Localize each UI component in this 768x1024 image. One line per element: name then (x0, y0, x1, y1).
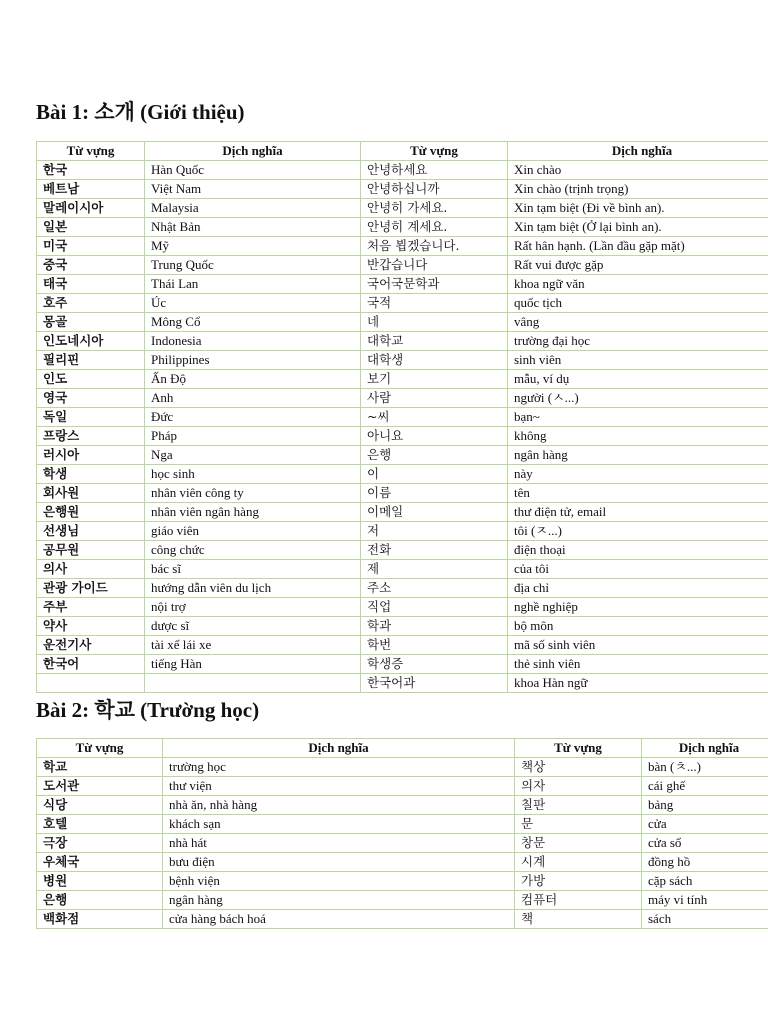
vocab-korean-cell: 대학생 (361, 351, 508, 370)
table-row (37, 465, 768, 484)
meaning-vietnamese-cell: bệnh viện (163, 872, 515, 891)
vocab-korean-cell: 국어국문학과 (361, 275, 508, 294)
meaning-vietnamese-cell: không (508, 427, 768, 446)
vocab-korean-cell: 제 (361, 560, 508, 579)
meaning-vietnamese-cell: Xin chào (trịnh trọng) (508, 180, 768, 199)
vocab-korean-cell: 주부 (37, 598, 145, 617)
table-row (37, 237, 768, 256)
vocab-korean-cell: 독일 (37, 408, 145, 427)
meaning-vietnamese-cell: bưu điện (163, 853, 515, 872)
vocab-korean-cell: 네 (361, 313, 508, 332)
vocab-korean-cell: 안녕히 가세요. (361, 199, 508, 218)
table-row (37, 617, 768, 636)
vocab-korean-cell: 시계 (515, 853, 642, 872)
vocab-korean-cell: 반갑습니다 (361, 256, 508, 275)
vocab-korean-cell: 필리핀 (37, 351, 145, 370)
table-row (37, 655, 768, 674)
meaning-vietnamese-cell: học sinh (145, 465, 361, 484)
meaning-vietnamese-cell: của tôi (508, 560, 768, 579)
meaning-vietnamese-cell: tài xế lái xe (145, 636, 361, 655)
table-row (37, 503, 768, 522)
vocab-korean-cell: 학생증 (361, 655, 508, 674)
column-header-vocab: Từ vựng (37, 142, 145, 161)
vocab-korean-cell: 직업 (361, 598, 508, 617)
meaning-vietnamese-cell: cửa hàng bách hoá (163, 910, 515, 929)
vocab-korean-cell: 대학교 (361, 332, 508, 351)
vocab-korean-cell: 창문 (515, 834, 642, 853)
meaning-vietnamese-cell: thư viện (163, 777, 515, 796)
table-row (37, 161, 768, 180)
column-header-meaning: Dịch nghĩa (642, 739, 768, 758)
meaning-vietnamese-cell: bàn (ㅊ...) (642, 758, 768, 777)
vocab-korean-cell: 학생 (37, 465, 145, 484)
table-row (37, 199, 768, 218)
meaning-vietnamese-cell: quốc tịch (508, 294, 768, 313)
vocab-korean-cell: 컴퓨터 (515, 891, 642, 910)
vocab-korean-cell: 은행원 (37, 503, 145, 522)
vocab-korean-cell: 러시아 (37, 446, 145, 465)
vocab-korean-cell: 몽골 (37, 313, 145, 332)
meaning-vietnamese-cell: nhà ăn, nhà hàng (163, 796, 515, 815)
table-row (37, 834, 768, 853)
table-header-row (37, 739, 768, 758)
meaning-vietnamese-cell: này (508, 465, 768, 484)
table-row (37, 294, 768, 313)
vocab-korean-cell: 공무원 (37, 541, 145, 560)
vocab-korean-cell: 안녕하세요 (361, 161, 508, 180)
meaning-vietnamese-cell: ngân hàng (163, 891, 515, 910)
meaning-vietnamese-cell: cái ghế (642, 777, 768, 796)
meaning-vietnamese-cell: khoa Hàn ngữ (508, 674, 768, 693)
meaning-vietnamese-cell: tôi (ㅈ...) (508, 522, 768, 541)
vocab-korean-cell: 미국 (37, 237, 145, 256)
table-row (37, 872, 768, 891)
vocab-korean-cell: 은행 (37, 891, 163, 910)
meaning-vietnamese-cell: nội trợ (145, 598, 361, 617)
table-row (37, 541, 768, 560)
meaning-vietnamese-cell: Xin tạm biệt (Ở lại bình an). (508, 218, 768, 237)
vocab-korean-cell: 운전기사 (37, 636, 145, 655)
meaning-vietnamese-cell: Trung Quốc (145, 256, 361, 275)
column-header-vocab: Từ vựng (37, 739, 163, 758)
meaning-vietnamese-cell: cặp sách (642, 872, 768, 891)
vocab-korean-cell: 처음 뵙겠습니다. (361, 237, 508, 256)
meaning-vietnamese-cell: trường đại học (508, 332, 768, 351)
table-row (37, 446, 768, 465)
meaning-vietnamese-cell: Mỹ (145, 237, 361, 256)
meaning-vietnamese-cell: đồng hồ (642, 853, 768, 872)
meaning-vietnamese-cell: nghề nghiệp (508, 598, 768, 617)
vocab-korean-cell: 안녕히 계세요. (361, 218, 508, 237)
column-header-meaning: Dịch nghĩa (163, 739, 515, 758)
table-row (37, 408, 768, 427)
vocab-korean-cell: 극장 (37, 834, 163, 853)
vocab-korean-cell: 국적 (361, 294, 508, 313)
meaning-vietnamese-cell: Mông Cổ (145, 313, 361, 332)
table-row (37, 256, 768, 275)
table-row (37, 275, 768, 294)
lesson-1-vocab-table (36, 141, 768, 693)
vocab-korean-cell: 일본 (37, 218, 145, 237)
meaning-vietnamese-cell: điện thoại (508, 541, 768, 560)
vocab-korean-cell: 도서관 (37, 777, 163, 796)
vocab-korean-cell: 사람 (361, 389, 508, 408)
vocab-korean-cell: 이름 (361, 484, 508, 503)
lesson-1-rows (37, 161, 768, 693)
meaning-vietnamese-cell: Thái Lan (145, 275, 361, 294)
vocab-korean-cell: 전화 (361, 541, 508, 560)
column-header-vocab: Từ vựng (361, 142, 508, 161)
vocab-korean-cell: 칠판 (515, 796, 642, 815)
meaning-vietnamese-cell: tên (508, 484, 768, 503)
table-row (37, 522, 768, 541)
meaning-vietnamese-cell: bạn~ (508, 408, 768, 427)
meaning-vietnamese-cell: nhân viên công ty (145, 484, 361, 503)
meaning-vietnamese-cell: Anh (145, 389, 361, 408)
vocab-korean-cell: 영국 (37, 389, 145, 408)
vocab-korean-cell: 의사 (37, 560, 145, 579)
vocab-korean-cell: 호주 (37, 294, 145, 313)
table-row (37, 218, 768, 237)
meaning-vietnamese-cell: khách sạn (163, 815, 515, 834)
table-row (37, 180, 768, 199)
vocab-korean-cell: 저 (361, 522, 508, 541)
meaning-vietnamese-cell: tiếng Hàn (145, 655, 361, 674)
vocab-korean-cell: 식당 (37, 796, 163, 815)
meaning-vietnamese-cell: trường học (163, 758, 515, 777)
vocab-korean-cell: 한국어과 (361, 674, 508, 693)
vocab-korean-cell: 회사원 (37, 484, 145, 503)
meaning-vietnamese-cell: máy vi tính (642, 891, 768, 910)
meaning-vietnamese-cell: vâng (508, 313, 768, 332)
meaning-vietnamese-cell: sinh viên (508, 351, 768, 370)
vocab-korean-cell: 한국어 (37, 655, 145, 674)
table-row (37, 313, 768, 332)
meaning-vietnamese-cell: cửa (642, 815, 768, 834)
lesson-2-title: Bài 2: 학교 (Trường học) (36, 698, 260, 722)
meaning-vietnamese-cell: bảng (642, 796, 768, 815)
table-row (37, 427, 768, 446)
table-row (37, 332, 768, 351)
meaning-vietnamese-cell: người (ㅅ...) (508, 389, 768, 408)
meaning-vietnamese-cell: Rất hân hạnh. (Lần đầu gặp mặt) (508, 237, 768, 256)
meaning-vietnamese-cell: Nga (145, 446, 361, 465)
vocab-korean-cell: 관광 가이드 (37, 579, 145, 598)
vocab-korean-cell: 안녕하십니까 (361, 180, 508, 199)
vocab-korean-cell: 인도 (37, 370, 145, 389)
table-row (37, 484, 768, 503)
vocab-korean-cell: 책상 (515, 758, 642, 777)
vocab-korean-cell: 약사 (37, 617, 145, 636)
vocab-korean-cell: 책 (515, 910, 642, 929)
vocab-korean-cell: 우체국 (37, 853, 163, 872)
meaning-vietnamese-cell: nhà hát (163, 834, 515, 853)
vocab-korean-cell: 말레이시아 (37, 199, 145, 218)
table-header-row (37, 142, 768, 161)
table-row (37, 370, 768, 389)
vocab-korean-cell: 백화점 (37, 910, 163, 929)
table-row (37, 891, 768, 910)
meaning-vietnamese-cell: Ấn Độ (145, 370, 361, 389)
lesson-2-rows (37, 758, 768, 929)
vocab-korean-cell: 아니요 (361, 427, 508, 446)
table-row (37, 579, 768, 598)
vocab-korean-cell: 의자 (515, 777, 642, 796)
column-header-meaning: Dịch nghĩa (145, 142, 361, 161)
meaning-vietnamese-cell: Đức (145, 408, 361, 427)
meaning-vietnamese-cell: Pháp (145, 427, 361, 446)
table-row (37, 796, 768, 815)
table-row (37, 389, 768, 408)
meaning-vietnamese-cell: Úc (145, 294, 361, 313)
meaning-vietnamese-cell: dược sĩ (145, 617, 361, 636)
vocab-korean-cell: 한국 (37, 161, 145, 180)
meaning-vietnamese-cell: công chức (145, 541, 361, 560)
meaning-vietnamese-cell: Xin chào (508, 161, 768, 180)
vocab-korean-cell: 호텔 (37, 815, 163, 834)
vocab-korean-cell: 프랑스 (37, 427, 145, 446)
meaning-vietnamese-cell: ngân hàng (508, 446, 768, 465)
vocab-korean-cell: 문 (515, 815, 642, 834)
meaning-vietnamese-cell: khoa ngữ văn (508, 275, 768, 294)
meaning-vietnamese-cell: mẫu, ví dụ (508, 370, 768, 389)
table-row (37, 910, 768, 929)
table-row (37, 598, 768, 617)
table-row (37, 351, 768, 370)
vocab-korean-cell: 학교 (37, 758, 163, 777)
vocab-korean-cell: 학과 (361, 617, 508, 636)
meaning-vietnamese-cell: bộ môn (508, 617, 768, 636)
column-header-meaning: Dịch nghĩa (508, 142, 768, 161)
vocab-korean-cell: 보기 (361, 370, 508, 389)
vocab-korean-cell: 이메일 (361, 503, 508, 522)
meaning-vietnamese-cell: Rất vui được gặp (508, 256, 768, 275)
meaning-vietnamese-cell: Philippines (145, 351, 361, 370)
vocab-korean-cell: 인도네시아 (37, 332, 145, 351)
table-row (37, 777, 768, 796)
table-row (37, 636, 768, 655)
vocab-korean-cell: 중국 (37, 256, 145, 275)
vocab-korean-cell: 가방 (515, 872, 642, 891)
vocab-korean-cell: ~씨 (361, 408, 508, 427)
vocab-korean-cell: 학번 (361, 636, 508, 655)
meaning-vietnamese-cell: Malaysia (145, 199, 361, 218)
vocab-korean-cell (37, 674, 145, 693)
meaning-vietnamese-cell: Xin tạm biệt (Đi về bình an). (508, 199, 768, 218)
vocab-korean-cell: 주소 (361, 579, 508, 598)
vocab-korean-cell: 태국 (37, 275, 145, 294)
table-row (37, 560, 768, 579)
meaning-vietnamese-cell: Hàn Quốc (145, 161, 361, 180)
column-header-vocab: Từ vựng (515, 739, 642, 758)
meaning-vietnamese-cell: bác sĩ (145, 560, 361, 579)
meaning-vietnamese-cell: hướng dẫn viên du lịch (145, 579, 361, 598)
meaning-vietnamese-cell: nhân viên ngân hàng (145, 503, 361, 522)
vocab-korean-cell: 은행 (361, 446, 508, 465)
meaning-vietnamese-cell: Nhật Bản (145, 218, 361, 237)
vocab-korean-cell: 선생님 (37, 522, 145, 541)
lesson-1-title: Bài 1: 소개 (Giới thiệu) (36, 100, 245, 124)
table-row (37, 853, 768, 872)
meaning-vietnamese-cell: Indonesia (145, 332, 361, 351)
meaning-vietnamese-cell: thẻ sinh viên (508, 655, 768, 674)
table-row (37, 674, 768, 693)
meaning-vietnamese-cell: địa chỉ (508, 579, 768, 598)
lesson-2-vocab-table (36, 738, 768, 929)
meaning-vietnamese-cell: Việt Nam (145, 180, 361, 199)
meaning-vietnamese-cell: mã số sinh viên (508, 636, 768, 655)
meaning-vietnamese-cell: thư điện tử, email (508, 503, 768, 522)
table-row (37, 758, 768, 777)
vocab-korean-cell: 베트남 (37, 180, 145, 199)
vocab-korean-cell: 병원 (37, 872, 163, 891)
meaning-vietnamese-cell: giáo viên (145, 522, 361, 541)
table-row (37, 815, 768, 834)
meaning-vietnamese-cell: cửa sổ (642, 834, 768, 853)
vocab-korean-cell: 이 (361, 465, 508, 484)
meaning-vietnamese-cell: sách (642, 910, 768, 929)
meaning-vietnamese-cell (145, 674, 361, 693)
